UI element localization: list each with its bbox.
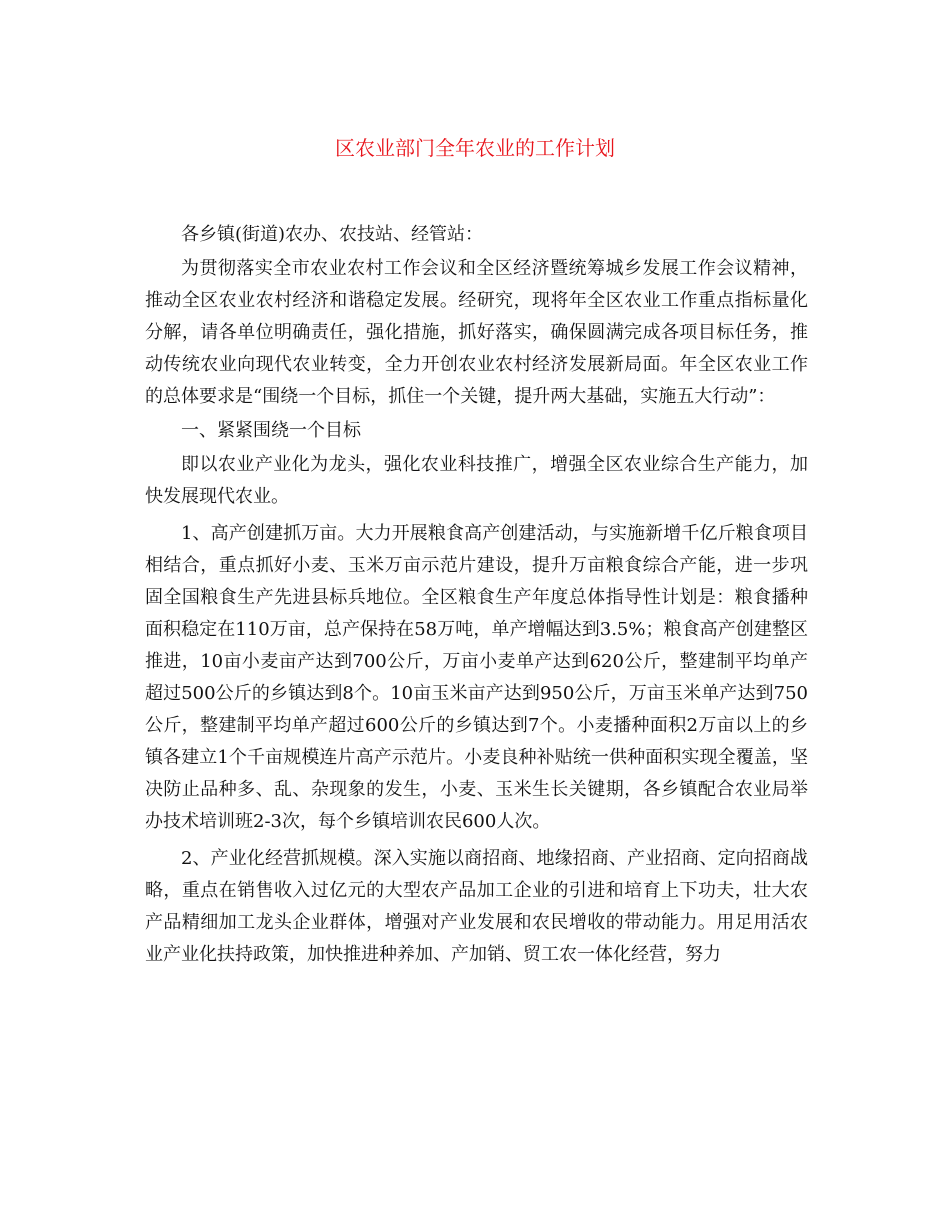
item-2-paragraph: 2、产业化经营抓规模。深入实施以商招商、地缘招商、产业招商、定向招商战略，重点在销售收入过亿元的大型农产品加工企业的引进和培育上下功夫，壮大农产品精细加工龙头企业群体，增强对产业发展和农民增收的带动能力。用足用活农业产业化扶持政策，加快推进种养加、产加销、贸工农一体化经营，努力 [145, 848, 808, 965]
salutation: 各乡镇(街道)农办、农技站、经管站： [181, 224, 484, 245]
section-heading: 一、紧紧围绕一个目标 [181, 420, 361, 441]
section-summary: 即以农业产业化为龙头，强化农业科技推广，增强全区农业综合生产能力，加快发展现代农业。 [145, 454, 808, 507]
intro-paragraph: 为贯彻落实全市农业农村工作会议和全区经济暨统筹城乡发展工作会议精神，推动全区农业农村经济和谐稳定发展。经研究，现将年全区农业工作重点指标量化分解，请各单位明确责任，强化措施，抓好落实，确保圆满完成各项目标任务，推动传统农业向现代农业转变，全力开创农业农村经济发展新局面。年全区农业工作的总体要求是“围绕一个目标，抓住一个关键，提升两大基础，实施五大行动”： [145, 258, 808, 407]
document-body [145, 219, 808, 971]
item-1-paragraph: 1、高产创建抓万亩。大力开展粮食高产创建活动，与实施新增千亿斤粮食项目相结合，重点抓好小麦、玉米万亩示范片建设，提升万亩粮食综合产能，进一步巩固全国粮食生产先进县标兵地位。全区粮食生产年度总体指导性计划是：粮食播种面积稳定在110万亩，总产保持在58万吨，单产增幅达到3.5%；粮食高产创建整区推进，10亩小麦亩产达到700公斤，万亩小麦单产达到620公斤，整建制平均单产超过500公斤的乡镇达到8个。10亩玉米亩产达到950公斤，万亩玉米单产达到750公斤，整建制平均单产超过600公斤的乡镇达到7个。小麦播种面积2万亩以上的乡镇各建立1个千亩规模连片高产示范片。小麦良种补贴统一供种面积实现全覆盖，坚决防止品种多、乱、杂现象的发生，小麦、玉米生长关键期，各乡镇配合农业局举办技术培训班2-3次，每个乡镇培训农民600人次。 [145, 523, 808, 832]
document-title: 区农业部门全年农业的工作计划 [335, 136, 615, 160]
